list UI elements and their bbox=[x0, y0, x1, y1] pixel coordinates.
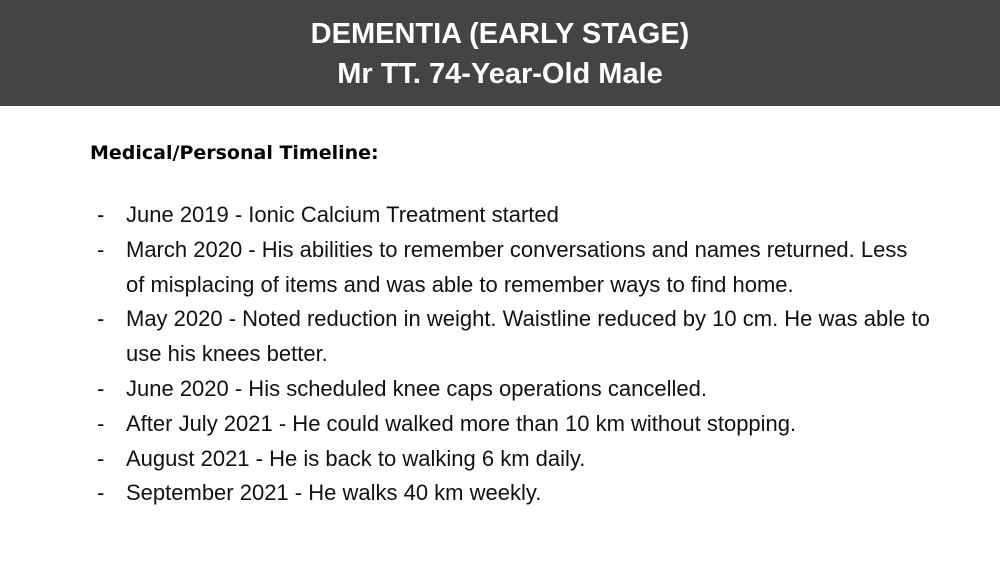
timeline-item bbox=[90, 302, 930, 372]
timeline-item-text: After July 2021 - He could walked more than 10 km without stopping. bbox=[126, 410, 797, 436]
dash-bullet-icon: - bbox=[97, 445, 105, 471]
timeline-item-text: August 2021 - He is back to walking 6 km daily. bbox=[126, 445, 586, 471]
timeline-item-text: June 2019 - Ionic Calcium Treatment started bbox=[126, 202, 559, 227]
dash-bullet-icon: - bbox=[97, 202, 105, 227]
timeline-item bbox=[90, 372, 930, 407]
timeline-item bbox=[90, 476, 930, 511]
section-heading: Medical/Personal Timeline: bbox=[90, 142, 379, 164]
slide-subtitle: Mr TT. 74-Year-Old Male bbox=[337, 58, 663, 90]
timeline-item-text: March 2020 - His abilities to remember conversations and names returned. Less of misplacing of items and was able to remember ways to find home. bbox=[126, 236, 908, 297]
timeline-item-text: September 2021 - He walks 40 km weekly. bbox=[126, 480, 542, 506]
dash-bullet-icon: - bbox=[97, 480, 105, 506]
timeline-list bbox=[90, 198, 930, 511]
timeline-item-text: June 2020 - His scheduled knee caps operations cancelled. bbox=[126, 375, 707, 401]
dash-bullet-icon: - bbox=[97, 375, 105, 401]
dash-bullet-icon: - bbox=[97, 236, 105, 262]
timeline-item bbox=[90, 407, 930, 442]
timeline-item bbox=[90, 233, 930, 303]
dash-bullet-icon: - bbox=[97, 410, 105, 436]
timeline-item bbox=[90, 198, 930, 233]
slide-title: DEMENTIA (EARLY STAGE) bbox=[310, 18, 690, 50]
timeline-item bbox=[90, 442, 930, 477]
title-banner bbox=[0, 0, 1000, 106]
timeline-item-text: May 2020 - Noted reduction in weight. Waistline reduced by 10 cm. He was able to use his knees better. bbox=[126, 306, 930, 367]
dash-bullet-icon: - bbox=[97, 306, 105, 332]
